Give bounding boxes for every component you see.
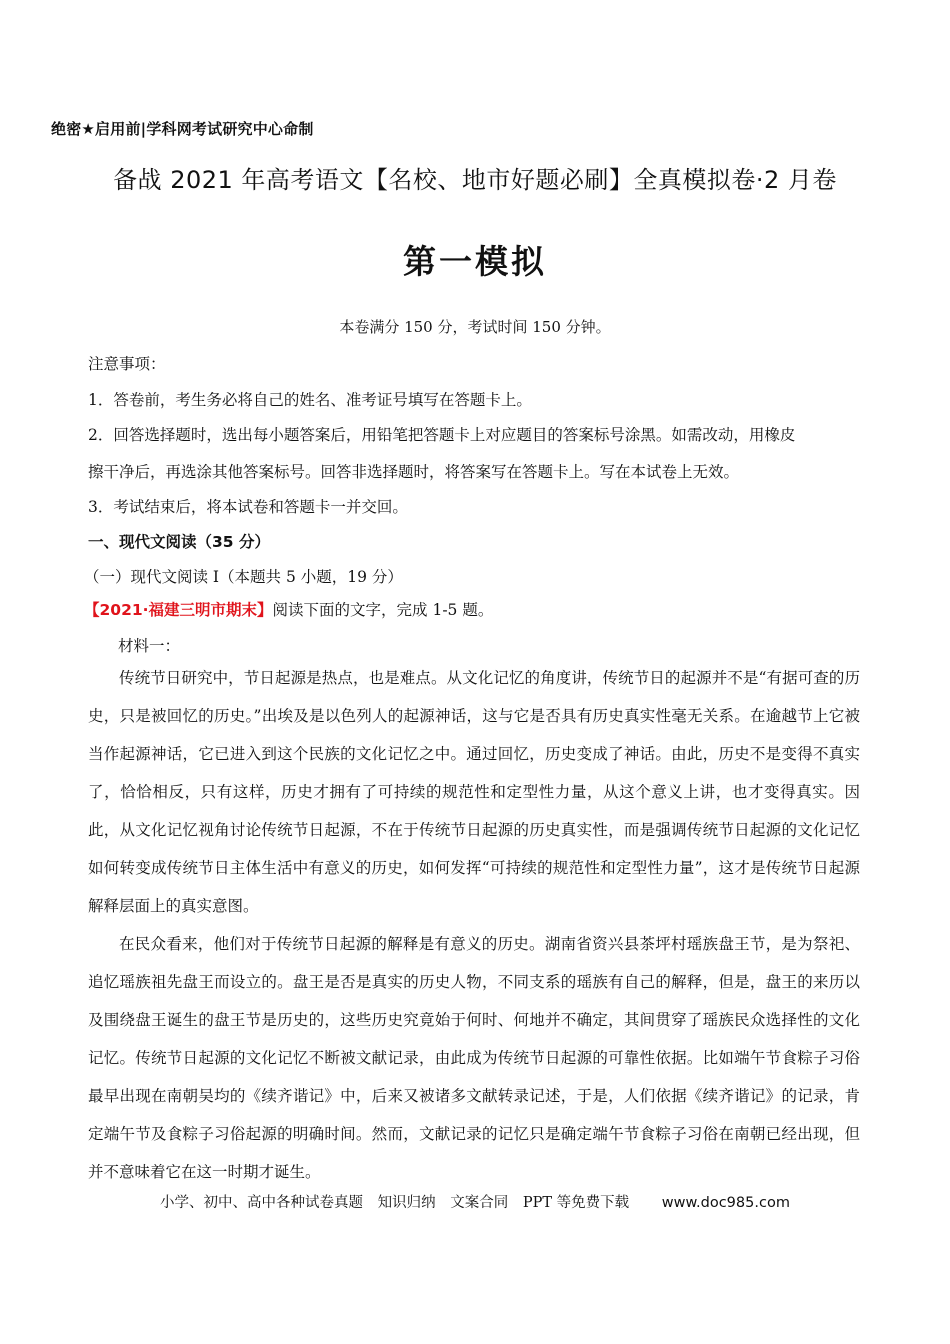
instruction-text: 阅读下面的文字，完成 1-5 题。 <box>272 601 494 619</box>
footer-text-1: 小学、初中、高中各种试卷真题 <box>160 1195 364 1211</box>
exam-info: 本卷满分 150 分，考试时间 150 分钟。 <box>339 318 611 336</box>
question-instruction-line <box>84 598 493 620</box>
passage-paragraph-1: 传统节日研究中，节日起源是热点，也是难点。从文化记忆的角度讲，传统节日的起源并不是“有据可查的历史，只是被回忆的历史。”出埃及是以色列人的起源神话，这与它是否具有历史真实性毫无关系。在逾越节上它被当作起源神话，它已进入到这个民族的文化记忆之中。通过回忆，历史变成了神话。由此，历史不是变得不真实了，恰恰相反，只有这样，历史才拥有了可持续的规范性和定型性力量，从这个意义上讲，也才变得真实。因此，从文化记忆视角讨论传统节日起源，不在于传统节日起源的历史真实性，而是强调传统节日起源的文化记忆如何转变成传统节日主体生活中有意义的历史，如何发挥“可持续的规范性和定型性力量”，这才是传统节日起源解释层面上的真实意图。 <box>88 669 860 915</box>
footer-text-3: 文案合同 <box>450 1195 509 1211</box>
source-tag: 【2021·福建三明市期末】 <box>84 601 273 619</box>
confidential-note: 绝密★启用前|学科网考试研究中心命制 <box>51 120 314 138</box>
notes-item-1: 1．答卷前，考生务必将自己的姓名、准考证号填写在答题卡上。 <box>88 391 532 409</box>
notes-item-3: 3．考试结束后，将本试卷和答题卡一并交回。 <box>88 498 408 516</box>
notes-item-2-line-2: 擦干净后，再选涂其他答案标号。回答非选择题时，将答案写在答题卡上。写在本试卷上无效。 <box>88 463 740 481</box>
page-footer <box>0 1191 950 1212</box>
footer-text-4: PPT 等免费下载 <box>522 1195 630 1211</box>
notes-item-2-line-1: 2．回答选择题时，选出每小题答案后，用铅笔把答题卡上对应题目的答案标号涂黑。如需改动，用橡皮 <box>88 426 796 444</box>
exam-subtitle: 第一模拟 <box>403 242 547 281</box>
material-label: 材料一： <box>118 637 181 655</box>
footer-text-2: 知识归纳 <box>377 1195 436 1211</box>
passage-paragraph-2: 在民众看来，他们对于传统节日起源的解释是有意义的历史。湖南省资兴县茶坪村瑶族盘王节，是为祭祀、追忆瑶族祖先盘王而设立的。盘王是否是真实的历史人物，不同支系的瑶族有自己的解释，但是，盘王的来历以及围绕盘王诞生的盘王节是历史的，这些历史究竟始于何时、何地并不确定，其间贯穿了瑶族民众选择性的文化记忆。传统节日起源的文化记忆不断被文献记录，由此成为传统节日起源的可靠性依据。比如端午节食粽子习俗最早出现在南朝吴均的《续齐谐记》中，后来又被诸多文献转录记述，于是，人们依据《续齐谐记》的记录，肯定端午节及食粽子习俗起源的明确时间。然而，文献记录的记忆只是确定端午节食粽子习俗在南朝已经出现，但并不意味着它在这一时期才诞生。 <box>88 935 860 1181</box>
section-subheading: （一）现代文阅读 I（本题共 5 小题，19 分） <box>84 568 403 586</box>
footer-site-link[interactable]: www.doc985.com <box>661 1195 790 1211</box>
notes-heading: 注意事项： <box>88 355 166 373</box>
exam-title: 备战 2021 年高考语文【名校、地市好题必刷】全真模拟卷·2 月卷 <box>113 166 837 194</box>
section-heading: 一、现代文阅读（35 分） <box>88 533 270 551</box>
